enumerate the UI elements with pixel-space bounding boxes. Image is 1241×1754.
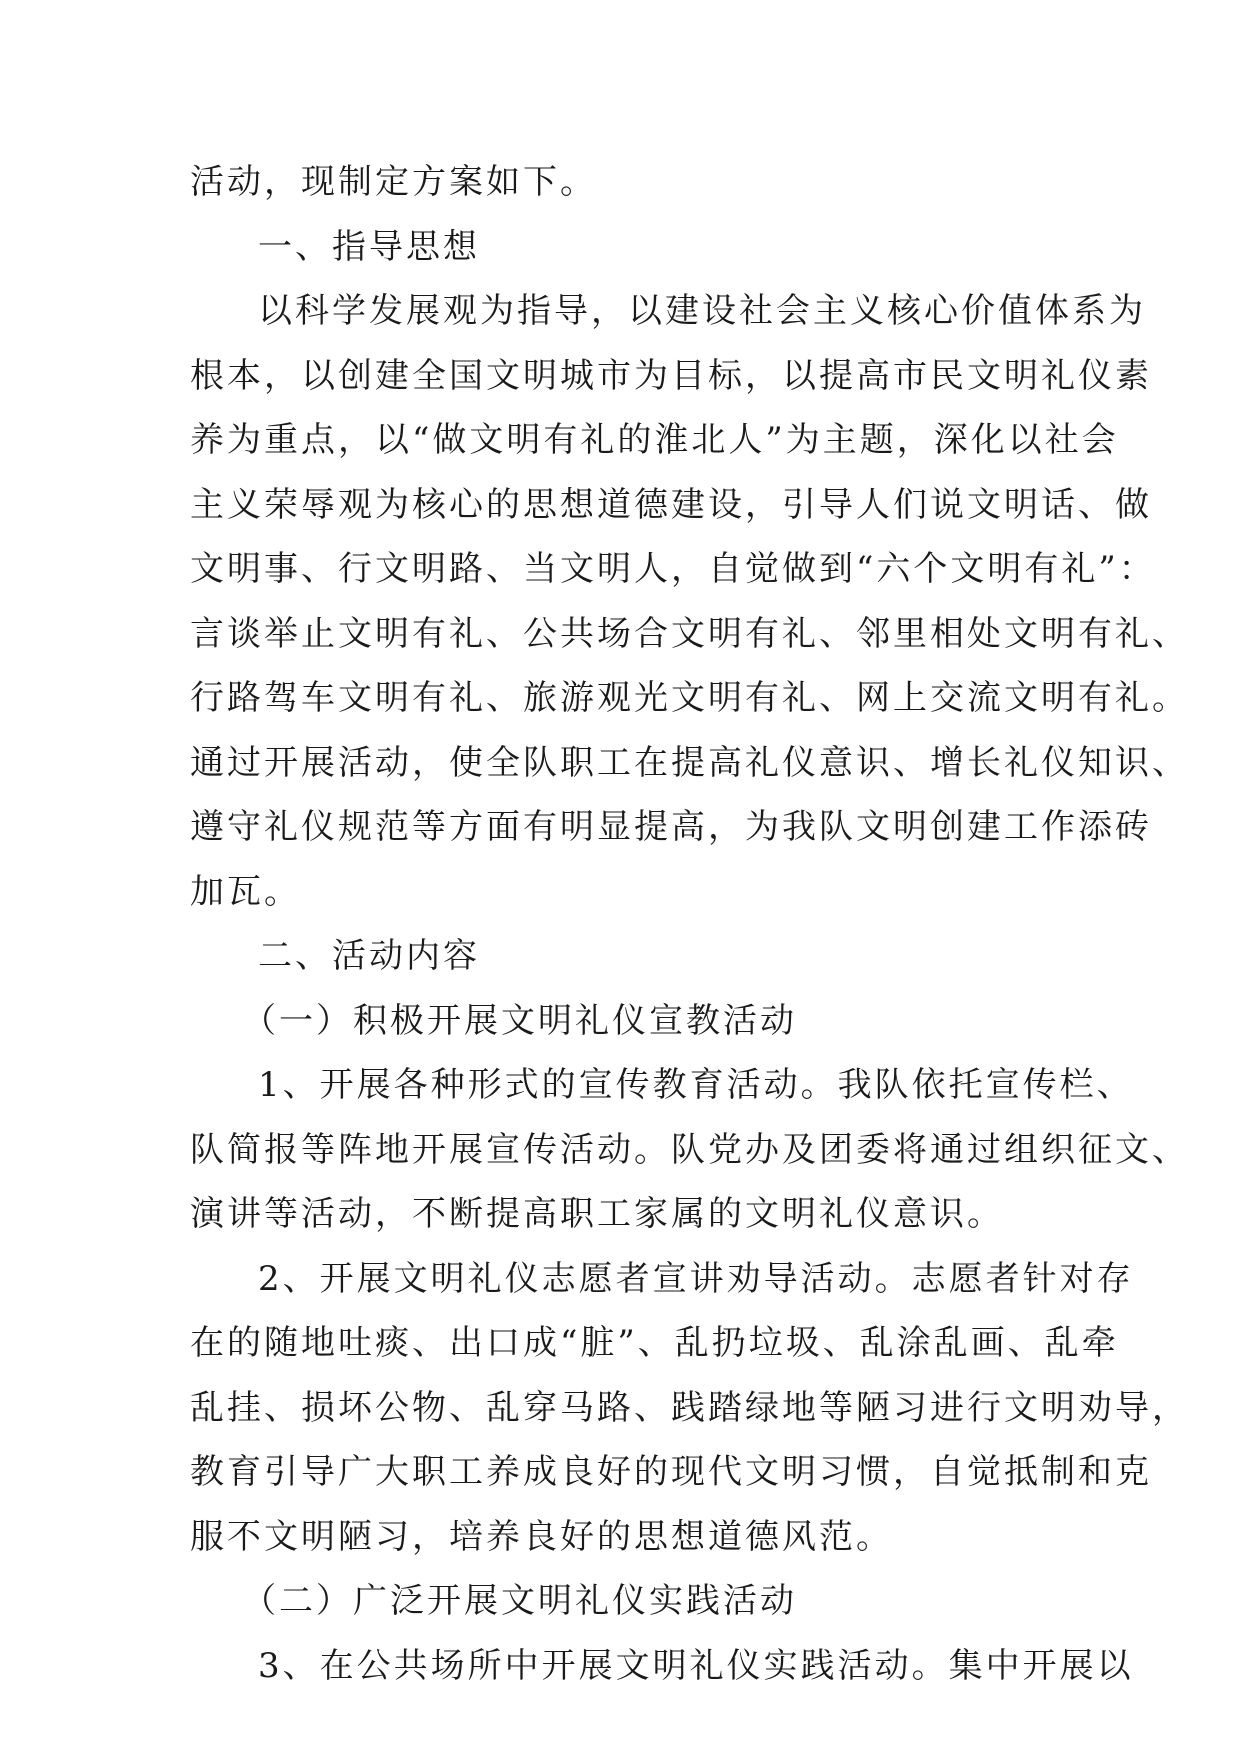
text-line: 根本，以创建全国文明城市为目标，以提高市民文明礼仪素 xyxy=(190,355,1152,396)
text-line: 3、在公共场所中开展文明礼仪实践活动。集中开展以 xyxy=(258,1645,1134,1686)
text-line: 文明事、行文明路、当文明人，自觉做到“六个文明有礼”： xyxy=(190,549,1156,589)
text-line: 养为重点，以“做文明有礼的淮北人”为主题，深化以社会 xyxy=(190,420,1119,460)
text-line: 乱挂、损坏公物、乱穿马路、践踏绿地等陋习进行文明劝导， xyxy=(190,1387,1189,1428)
text-line: 演讲等活动，不断提高职工家属的文明礼仪意识。 xyxy=(190,1194,1004,1234)
text-line: 通过开展活动，使全队职工在提高礼仪意识、增长礼仪知识、 xyxy=(190,742,1189,783)
text-line: 队简报等阵地开展宣传活动。队党办及团委将通过组织征文、 xyxy=(190,1129,1189,1170)
text-line: 教育引导广大职工养成良好的现代文明习惯，自觉抵制和克 xyxy=(190,1452,1152,1492)
subsection-heading-1: （一）积极开展文明礼仪宣教活动 xyxy=(242,1000,797,1041)
text-line: 主义荣辱观为核心的思想道德建设，引导人们说文明话、做 xyxy=(190,484,1152,525)
text-line: 遵守礼仪规范等方面有明显提高，为我队文明创建工作添砖 xyxy=(190,807,1152,847)
section-heading-guiding-thought: 一、指导思想 xyxy=(258,226,480,267)
text-line: 行路驾车文明有礼、旅游观光文明有礼、网上交流文明有礼。 xyxy=(190,678,1189,718)
text-line: 活动，现制定方案如下。 xyxy=(190,162,597,202)
text-line: 在的随地吐痰、出口成“脏”、乱扔垃圾、乱涂乱画、乱牵 xyxy=(190,1323,1119,1363)
text-line: 1、开展各种形式的宣传教育活动。我队依托宣传栏、 xyxy=(258,1065,1134,1105)
text-line: 2、开展文明礼仪志愿者宣讲劝导活动。志愿者针对存 xyxy=(258,1258,1134,1299)
document-body xyxy=(190,150,1189,1698)
subsection-heading-2: （二）广泛开展文明礼仪实践活动 xyxy=(242,1581,797,1621)
section-heading-activity-content: 二、活动内容 xyxy=(258,936,480,976)
text-line: 服不文明陋习，培养良好的思想道德风范。 xyxy=(190,1516,893,1557)
text-line: 以科学发展观为指导，以建设社会主义核心价值体系为 xyxy=(258,291,1146,331)
text-line: 加瓦。 xyxy=(190,871,301,912)
text-line: 言谈举止文明有礼、公共场合文明有礼、邻里相处文明有礼、 xyxy=(190,613,1189,654)
